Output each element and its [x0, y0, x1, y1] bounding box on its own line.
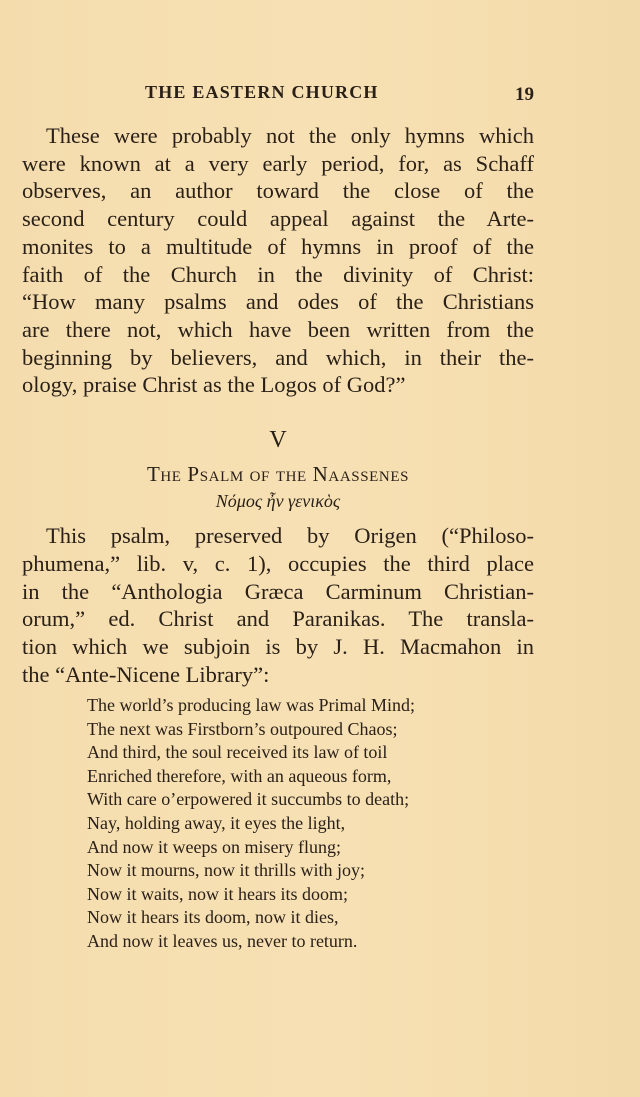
- verse-line: With care o’erpowered it succumbs to death;: [87, 789, 410, 810]
- text-line: faith of the Church in the divinity of Christ:: [22, 261, 534, 287]
- verse-line: And third, the soul received its law of toil: [87, 742, 388, 763]
- text-line: observes, an author toward the close of the: [22, 178, 534, 204]
- verse-line: Now it waits, now it hears its doom;: [87, 883, 348, 904]
- verse-line: The next was Firstborn’s outpoured Chaos;: [87, 718, 398, 739]
- text-line: orum,” ed. Christ and Paranikas. The transla-: [22, 606, 534, 632]
- page-number: 19: [515, 84, 534, 105]
- text-line: in the “Anthologia Græca Carminum Christian-: [22, 578, 534, 604]
- text-line: monites to a multitude of hymns in proof of the: [22, 233, 534, 259]
- text-line: phumena,” lib. v, c. 1), occupies the third place: [22, 550, 534, 576]
- running-title: THE EASTERN CHURCH: [145, 82, 379, 102]
- text-line: were known at a very early period, for, as Schaff: [22, 150, 534, 176]
- text-line: This psalm, preserved by Origen (“Philoso-: [46, 523, 534, 548]
- greek-subtitle: Νόμος ἦν γενικὸς: [215, 491, 341, 511]
- section-number: V: [269, 427, 287, 453]
- text-line: “How many psalms and odes of the Christians: [22, 289, 534, 315]
- verse-line: And now it weeps on misery flung;: [87, 836, 341, 857]
- text-line: ology, praise Christ as the Logos of God?”: [22, 372, 406, 398]
- verse-line: Enriched therefore, with an aqueous form,: [87, 765, 392, 786]
- section-title: The Psalm of the Naassenes: [146, 462, 410, 486]
- text-line: beginning by believers, and which, in their the-: [22, 344, 534, 370]
- text-line: tion which we subjoin is by J. H. Macmahon in: [22, 634, 534, 660]
- text-line: second century could appeal against the Arte-: [22, 206, 534, 232]
- verse-line: Now it hears its doom, now it dies,: [87, 907, 339, 928]
- text-line: are there not, which have been written from the: [22, 316, 534, 342]
- verse-line: Now it mourns, now it thrills with joy;: [87, 860, 366, 881]
- verse-line: And now it leaves us, never to return.: [87, 931, 358, 951]
- text-line: These were probably not the only hymns which: [46, 123, 534, 148]
- verse-line: The world’s producing law was Primal Mind;: [87, 695, 415, 715]
- text-line: the “Ante-Nicene Library”:: [22, 662, 270, 687]
- verse-line: Nay, holding away, it eyes the light,: [87, 813, 346, 833]
